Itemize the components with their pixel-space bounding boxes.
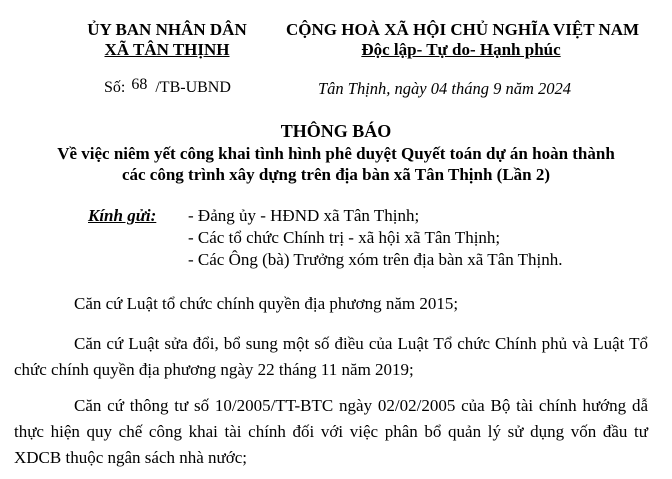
notice-subtitle-line1: Về việc niêm yết công khai tình hình phê duyệt Quyết toán dự án hoàn thành: [57, 144, 615, 163]
national-motto-line1: CỘNG HOÀ XÃ HỘI CHỦ NGHĨA VIỆT NAM: [286, 20, 640, 39]
notice-subtitle-line2: các công trình xây dựng trên địa bàn xã Tân Thịnh (Lần 2): [121, 165, 551, 184]
document-number: [104, 76, 231, 97]
recipients-label: Kính gửi:: [88, 206, 157, 225]
body-paragraph-text: Căn cứ Luật tổ chức chính quyền địa phương năm 2015;: [74, 294, 459, 313]
recipient-item: - Các Ông (bà) Trưởng xóm trên địa bàn xã Tân Thịnh.: [188, 250, 563, 269]
body-paragraph-text: Căn cứ Luật sửa đổi, bổ sung một số điều của Luật Tổ chức Chính phủ và Luật Tổ chức chính quyền địa phương ngày 22 tháng 11 năm 2019;: [14, 334, 648, 379]
national-motto-line2: [286, 40, 636, 60]
recipient-item: - Đảng ủy - HĐND xã Tân Thịnh;: [188, 206, 420, 225]
place-date: Tân Thịnh, ngày 04 tháng 9 năm 2024: [318, 79, 572, 98]
document-number-suffix: /TB-UBND: [155, 79, 231, 96]
body-paragraph: [14, 393, 648, 471]
agency-name-line2-text: XÃ TÂN THỊNH: [104, 40, 230, 59]
body-paragraph: [14, 331, 648, 383]
agency-name-line2: [42, 40, 292, 60]
body-paragraph-text: Căn cứ thông tư số 10/2005/TT-BTC ngày 02/02/2005 của Bộ tài chính hướng dẫ thực hiện quy chế công khai tài chính đối với việc phân bổ quản lý sử dụng vốn đầu tư XDCB thuộc ngân sách nhà nước;: [14, 396, 648, 467]
document-number-value: 68: [131, 76, 148, 93]
recipient-item: - Các tổ chức Chính trị - xã hội xã Tân Thịnh;: [188, 228, 501, 247]
body-paragraph: [14, 291, 648, 317]
notice-title: THÔNG BÁO: [280, 121, 392, 141]
agency-name-line1: ỦY BAN NHÂN DÂN: [87, 20, 247, 39]
national-motto-line2-text: Độc lập- Tự do- Hạnh phúc: [361, 40, 561, 59]
document-number-label: Số:: [104, 79, 126, 96]
